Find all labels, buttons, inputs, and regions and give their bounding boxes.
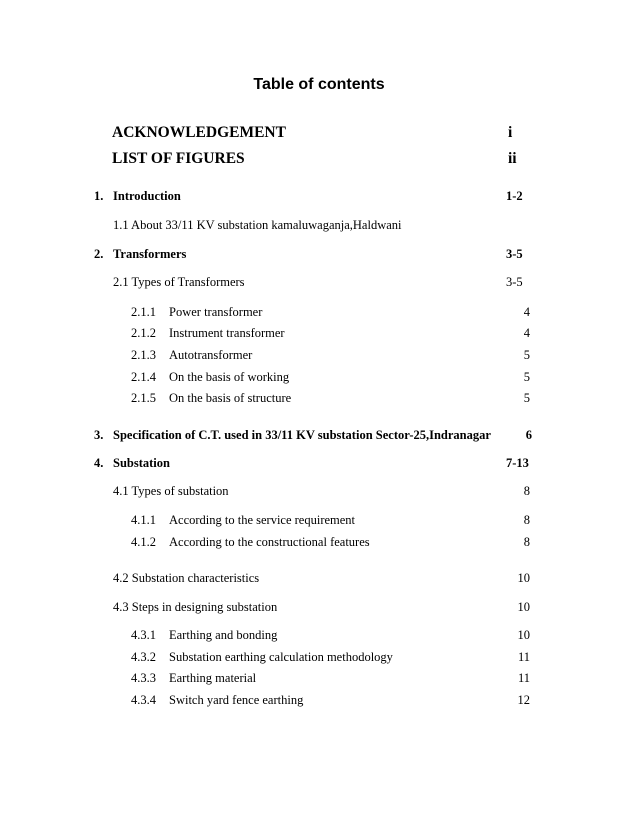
toc-entry-acknowledgement[interactable] bbox=[0, 124, 638, 142]
item-label: Instrument transformer bbox=[169, 326, 285, 340]
item-page: 4 bbox=[523, 326, 530, 340]
toc-item-2-1-2[interactable] bbox=[0, 326, 638, 344]
section-page: 7-13 bbox=[506, 456, 529, 470]
item-page: 8 bbox=[523, 535, 530, 549]
toc-item-4-3-2[interactable] bbox=[0, 650, 638, 668]
item-page: 5 bbox=[523, 370, 530, 384]
section-number: 2. bbox=[94, 247, 104, 261]
item-number: 4.3.3 bbox=[131, 671, 156, 685]
section-label: Specification of C.T. used in 33/11 KV substation Sector-25,Indranagar bbox=[113, 428, 491, 442]
item-number: 2.1.5 bbox=[131, 391, 156, 405]
toc-item-2-1-3[interactable] bbox=[0, 348, 638, 366]
section-page: 3-5 bbox=[506, 247, 523, 261]
section-label: Introduction bbox=[113, 189, 181, 203]
item-label: On the basis of working bbox=[169, 370, 290, 384]
item-number: 4.1.2 bbox=[131, 535, 156, 549]
toc-item-4-3-1[interactable] bbox=[0, 628, 638, 646]
subsection-label: 4.3 Steps in designing substation bbox=[113, 600, 278, 614]
toc-section-3[interactable] bbox=[0, 428, 638, 446]
toc-item-2-1-5[interactable] bbox=[0, 391, 638, 409]
item-label: According to the service requirement bbox=[169, 513, 356, 527]
toc-subsection-4-1[interactable] bbox=[0, 484, 638, 502]
subsection-label: 2.1 Types of Transformers bbox=[113, 275, 245, 289]
subsection-label: 4.1 Types of substation bbox=[113, 484, 229, 498]
item-number: 4.3.4 bbox=[131, 693, 156, 707]
section-label: Transformers bbox=[113, 247, 187, 261]
toc-subsection-1-1[interactable] bbox=[0, 218, 638, 236]
toc-section-2[interactable] bbox=[0, 247, 638, 265]
item-page: 5 bbox=[523, 391, 530, 405]
toc-section-1[interactable] bbox=[0, 189, 638, 207]
toc-section-4[interactable] bbox=[0, 456, 638, 474]
toc-item-4-1-1[interactable] bbox=[0, 513, 638, 531]
item-number: 4.3.1 bbox=[131, 628, 156, 642]
toc-item-4-1-2[interactable] bbox=[0, 535, 638, 553]
toc-subsection-4-3[interactable] bbox=[0, 600, 638, 618]
toc-item-2-1-4[interactable] bbox=[0, 370, 638, 388]
section-label: Substation bbox=[113, 456, 170, 470]
toc-item-2-1-1[interactable] bbox=[0, 305, 638, 323]
toc-entry-label: LIST OF FIGURES bbox=[112, 150, 245, 167]
toc-item-4-3-3[interactable] bbox=[0, 671, 638, 689]
subsection-label: 4.2 Substation characteristics bbox=[113, 571, 260, 585]
item-page: 12 bbox=[517, 693, 530, 707]
item-number: 2.1.4 bbox=[131, 370, 156, 384]
item-label: Earthing material bbox=[169, 671, 257, 685]
item-label: According to the constructional features bbox=[169, 535, 370, 549]
item-page: 11 bbox=[517, 671, 530, 685]
section-page: 6 bbox=[525, 428, 532, 442]
item-page: 4 bbox=[523, 305, 530, 319]
subsection-page: 10 bbox=[517, 571, 530, 585]
subsection-page: 3-5 bbox=[506, 275, 523, 289]
section-number: 3. bbox=[94, 428, 104, 442]
toc-entry-page: i bbox=[508, 124, 513, 141]
item-label: Autotransformer bbox=[169, 348, 253, 362]
item-page: 10 bbox=[517, 628, 530, 642]
toc-item-4-3-4[interactable] bbox=[0, 693, 638, 711]
item-label: Switch yard fence earthing bbox=[169, 693, 304, 707]
toc-entry-label: ACKNOWLEDGEMENT bbox=[112, 124, 286, 141]
item-number: 4.3.2 bbox=[131, 650, 156, 664]
section-number: 4. bbox=[94, 456, 104, 470]
section-number: 1. bbox=[94, 189, 104, 203]
subsection-label: 1.1 About 33/11 KV substation kamaluwaganja,Haldwani bbox=[113, 218, 402, 232]
item-page: 11 bbox=[517, 650, 530, 664]
item-number: 2.1.1 bbox=[131, 305, 156, 319]
item-label: On the basis of structure bbox=[169, 391, 292, 405]
item-page: 5 bbox=[523, 348, 530, 362]
page-title: Table of contents bbox=[253, 76, 385, 93]
item-label: Earthing and bonding bbox=[169, 628, 278, 642]
toc-entry-page: ii bbox=[508, 150, 517, 167]
item-page: 8 bbox=[523, 513, 530, 527]
toc-subsection-4-2[interactable] bbox=[0, 571, 638, 589]
section-page: 1-2 bbox=[506, 189, 523, 203]
subsection-page: 10 bbox=[517, 600, 530, 614]
item-number: 4.1.1 bbox=[131, 513, 156, 527]
toc-subsection-2-1[interactable] bbox=[0, 275, 638, 293]
item-number: 2.1.3 bbox=[131, 348, 156, 362]
item-label: Power transformer bbox=[169, 305, 263, 319]
subsection-page: 8 bbox=[523, 484, 530, 498]
toc-entry-list-of-figures[interactable] bbox=[0, 150, 638, 168]
item-number: 2.1.2 bbox=[131, 326, 156, 340]
item-label: Substation earthing calculation methodology bbox=[169, 650, 393, 664]
